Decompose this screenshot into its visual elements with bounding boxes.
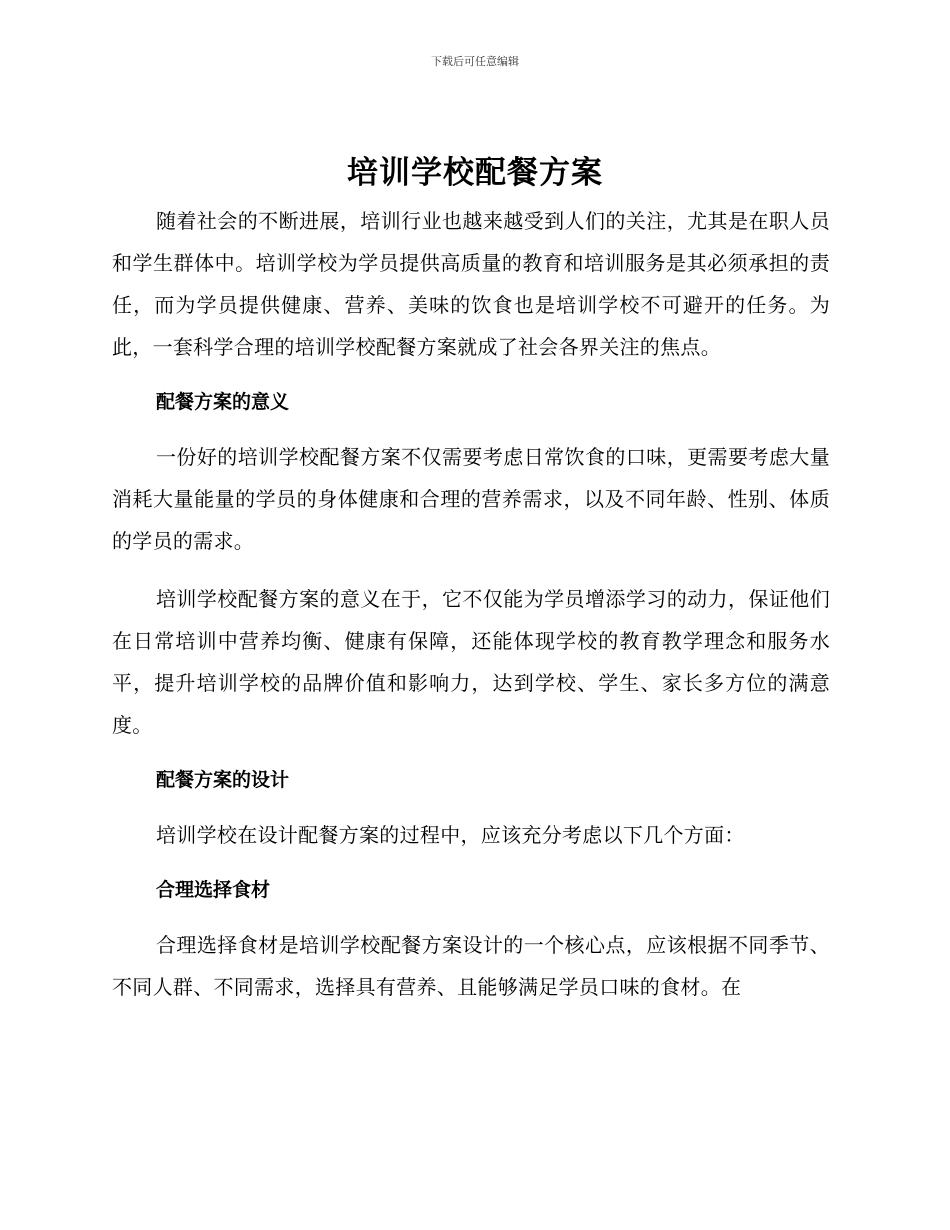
- ingredients-paragraph-1: 合理选择食材是培训学校配餐方案设计的一个核心点，应该根据不同季节、不同人群、不同需求，选择具有营养、且能够满足学员口味的食材。在: [112, 933, 830, 999]
- significance-paragraph-2: 培训学校配餐方案的意义在于，它不仅能为学员增添学习的动力，保证他们在日常培训中营养均衡、健康有保障，还能体现学校的教育教学理念和服务水平，提升培训学校的品牌价值和影响力，达到学校、学生、家长多方位的满意度。: [112, 587, 830, 737]
- header-note: 下载后可任意编辑: [431, 55, 519, 68]
- document-title: 培训学校配餐方案: [347, 155, 603, 191]
- document-body: [112, 200, 830, 1008]
- significance-paragraph-1: 一份好的培训学校配餐方案不仅需要考虑日常饮食的口味，更需要考虑大量消耗大量能量的学员的身体健康和合理的营养需求，以及不同年龄、性别、体质的学员的需求。: [112, 445, 830, 553]
- intro-paragraph: 随着社会的不断进展，培训行业也越来越受到人们的关注，尤其是在职人员和学生群体中。培训学校为学员提供高质量的教育和培训服务是其必须承担的责任，而为学员提供健康、营养、美味的饮食也是培训学校不可避开的任务。为此，一套科学合理的培训学校配餐方案就成了社会各界关注的焦点。: [112, 209, 830, 359]
- design-paragraph-1: 培训学校在设计配餐方案的过程中，应该充分考虑以下几个方面：: [156, 823, 745, 847]
- section-heading-ingredients: 合理选择食材: [156, 879, 271, 901]
- section-heading-design: 配餐方案的设计: [156, 769, 290, 791]
- section-heading-significance: 配餐方案的意义: [156, 391, 290, 413]
